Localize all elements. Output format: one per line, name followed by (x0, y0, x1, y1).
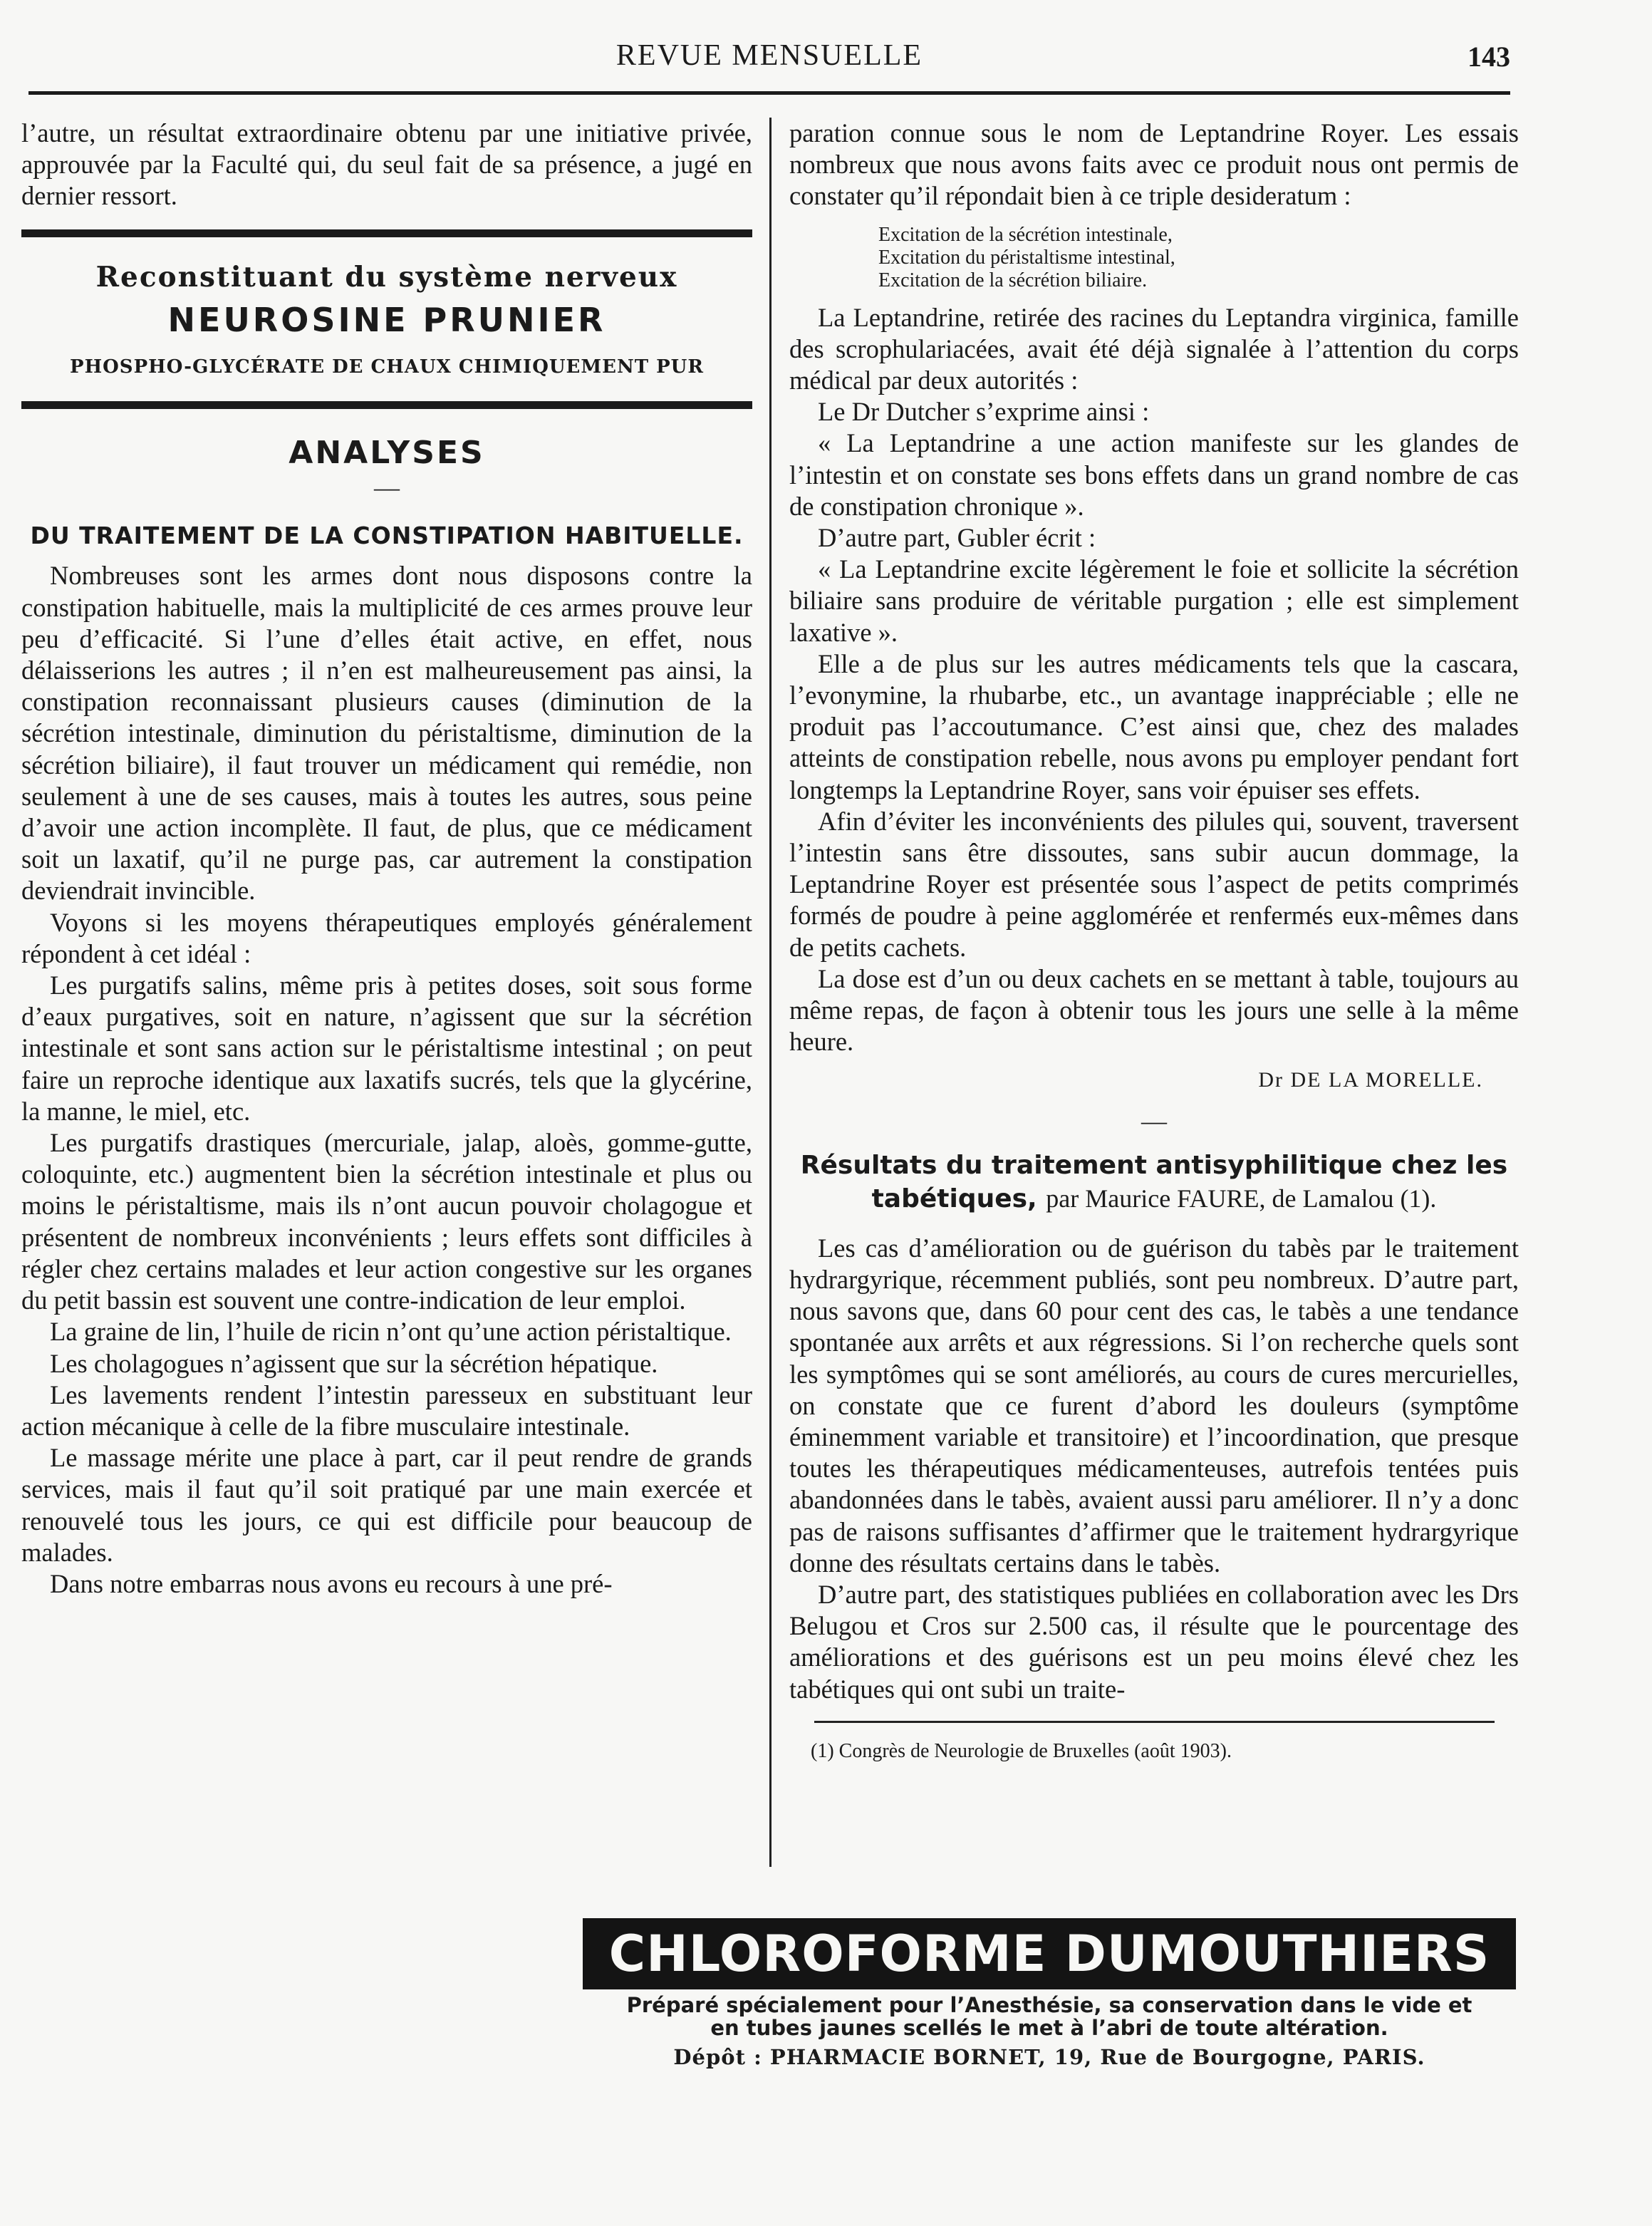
paragraph: La graine de lin, l’huile de ricin n’ont qu’une action péristaltique. (50, 1317, 732, 1347)
separator-dash: — (1141, 1106, 1167, 1135)
paragraph: Le Dr Dutcher s’exprime ainsi : (818, 397, 1150, 427)
paragraph: La dose est d’un ou deux cachets en se mettant à table, toujours au même repas, de façon à obtenir tous les jours une selle à la même heure. (789, 963, 1519, 1057)
page-header (28, 33, 1510, 76)
ad-product-name: NEUROSINE PRUNIER (167, 300, 606, 339)
paragraph: Voyons si les moyens thérapeutiques employés généralement répondent à cet idéal : (21, 907, 752, 968)
intro-paragraph: l’autre, un résultat extraordinaire obtenu par une initiative privée, approuvée par la Faculté qui, du seul fait de sa présence, a jugé en dernier ressort. (21, 118, 752, 211)
column-divider (769, 118, 772, 1867)
list-item: Excitation de la sécrétion intestinale, (878, 223, 1173, 246)
results-title-text: Résultats du traitement antisyphilitique chez les tabétiques, (800, 1150, 1508, 1213)
paragraph: « La Leptandrine excite légèrement le foie et sollicite la sécrétion biliaire sans produire de véritable purgation ; elle est simplement laxative ». (789, 554, 1519, 647)
chloroforme-advertisement (583, 1918, 1516, 2069)
right-column (789, 118, 1519, 1767)
ad-line: en tubes jaunes scellés le met à l’abri de toute altération. (710, 2016, 1388, 2040)
paragraph: Afin d’éviter les inconvénients des pilules qui, souvent, traversent l’intestin sans être dissoutes, sans subir aucun dommage, la Leptandrine Royer est présentée sous l’aspect de petits comprimés formés de poudre à peine agglomérée et renfermés eux-mêmes dans de petits cachets. (789, 806, 1519, 962)
ad-subtitle: PHOSPHO-GLYCÉRATE DE CHAUX CHIMIQUEMENT PUR (70, 356, 704, 378)
ad-top-rule (21, 229, 752, 237)
list-item: Excitation de la sécrétion biliaire. (878, 269, 1148, 291)
results-title (789, 1149, 1519, 1216)
paragraph: D’autre part, Gubler écrit : (818, 523, 1096, 553)
ad-depot: Dépôt : PHARMACIE BORNET, 19, Rue de Bourgogne, PARIS. (673, 2045, 1425, 2069)
paragraph: Les lavements rendent l’intestin paresseux en substituant leur action mécanique à celle de la fibre musculaire intestinale. (21, 1379, 752, 1441)
ad-tagline: Reconstituant du système nerveux (95, 260, 678, 294)
footnote-rule (814, 1721, 1495, 1723)
paragraph: Elle a de plus sur les autres médicaments tels que la cascara, l’evonymine, la rhubarbe, etc., un avantage inappréciable ; elle ne produit pas l’accoutumance. C’est ainsi que, chez des malades atteints de constipation rebelle, nous avons pu employer pendant fort longtemps la Leptandrine Royer, sans voir épuiser ses effets. (789, 648, 1519, 804)
header-rule (28, 91, 1510, 95)
page-number: 143 (1467, 41, 1510, 73)
ad-bottom-rule (21, 401, 752, 409)
paragraph: Nombreuses sont les armes dont nous disposons contre la constipation habituelle, mais la multiplicité de ces armes prouve leur peu d’efficacité. Si l’une d’elles était active, en effet, nous délaisserions les autres ; il n’en est malheureusement pas ainsi, la constipation reconnaissant plusieurs causes (diminution de la sécrétion intestinale, diminution du péristaltisme, diminution de la sécrétion biliaire), il faut trouver un médicament qui remédie, non seulement à une de ses causes, mais à toutes les autres, sous peine d’avoir une action incomplète. Il faut, de plus, que ce médicament soit un laxatif, qu’il ne purge pas, car autrement la constipation deviendrait invincible. (21, 561, 752, 906)
section-title: ANALYSES (289, 435, 485, 472)
footnote: (1) Congrès de Neurologie de Bruxelles (août 1903). (811, 1739, 1232, 1762)
ad-line: Préparé spécialement pour l’Anesthésie, sa conservation dans le vide et (626, 1993, 1472, 2017)
paragraph: Dans notre embarras nous avons eu recours à une pré- (50, 1568, 613, 1598)
paragraph: Les cholagogues n’agissent que sur la sécrétion hépatique. (50, 1348, 658, 1378)
paragraph: paration connue sous le nom de Leptandrine Royer. Les essais nombreux que nous avons faits avec ce produit nous ont permis de constater qu’il répondait bien à ce triple desideratum : (789, 118, 1519, 211)
results-byline: par Maurice FAURE, de Lamalou (1). (1046, 1184, 1437, 1213)
paragraph: Le massage mérite une place à part, car il peut rendre de grands services, mais il faut qu’il soit pratiqué par une main exercée et renouvelé tous les jours, ce qui est difficile pour beaucoup de malades. (21, 1443, 752, 1567)
section-dash: — (374, 473, 400, 502)
paragraph: Les cas d’amélioration ou de guérison du tabès par le traitement hydrargyrique, récemment publiés, sont peu nombreux. D’autre part, nous savons que, dans 60 pour cent des cas, le tabès a une tendance spontanée aux arrêts et aux régressions. Si l’on recherche quels sont les symptômes qui se sont améliorés, au cours de cures mercurielles, on constate que ce furent d’abord les douleurs (symptôme éminemment variable et transitoire) et l’incoordination, que presque toutes les thérapeutiques médicamenteuses, autrefois tentées puis abandonnées dans le tabès, avaient aussi paru améliorer. Il n’y a donc pas de raisons suffisantes d’affirmer que le traitement hydrargyrique donne des résultats certains dans le tabès. (789, 1233, 1519, 1578)
paragraph: D’autre part, des statistiques publiées en collaboration avec les Drs Belugou et Cros sur 2.500 cas, il résulte que le pourcentage des améliorations et des guérisons est un peu moins élevé chez les tabétiques qui ont subi un traite- (789, 1579, 1519, 1704)
list-item: Excitation du péristaltisme intestinal, (878, 246, 1175, 269)
paragraph: La Leptandrine, retirée des racines du Leptandra virginica, famille des scrophulariacées, avait été déjà signalée à l’attention du corps médical par deux autorités : (789, 302, 1519, 395)
paragraph: Les purgatifs salins, même pris à petites doses, soit sous forme d’eaux purgatives, soit en nature, n’agissent que sur la sécrétion intestinale et sont sans action sur le péristaltisme intestinal ; on peut faire un reproche identique aux laxatifs sucrés, tels que la glycérine, la manne, le miel, etc. (21, 970, 752, 1126)
ad-banner: CHLOROFORME DUMOUTHIERS (583, 1918, 1516, 1989)
signature: Dr DE LA MORELLE. (1258, 1068, 1483, 1092)
paragraph: « La Leptandrine a une action manifeste sur les glandes de l’intestin et on constate ses bons effets dans un grand nombre de cas de constipation chronique ». (789, 428, 1519, 521)
running-title: REVUE MENSUELLE (615, 39, 923, 72)
article-title: DU TRAITEMENT DE LA CONSTIPATION HABITUELLE. (30, 522, 744, 550)
left-column (21, 118, 752, 1600)
paragraph: Les purgatifs drastiques (mercuriale, jalap, aloès, gomme-gutte, coloquinte, etc.) augmentent bien la sécrétion intestinale et plus ou moins le péristaltisme, mais ils n’ont aucun pouvoir cholagogue et présentent de nombreux inconvénients ; leurs effets sont difficiles à régler chez certains malades et leur action congestive sur les organes du petit bassin est souvent une contre-indication de leur emploi. (21, 1128, 752, 1315)
desiderata-list (878, 224, 1519, 292)
